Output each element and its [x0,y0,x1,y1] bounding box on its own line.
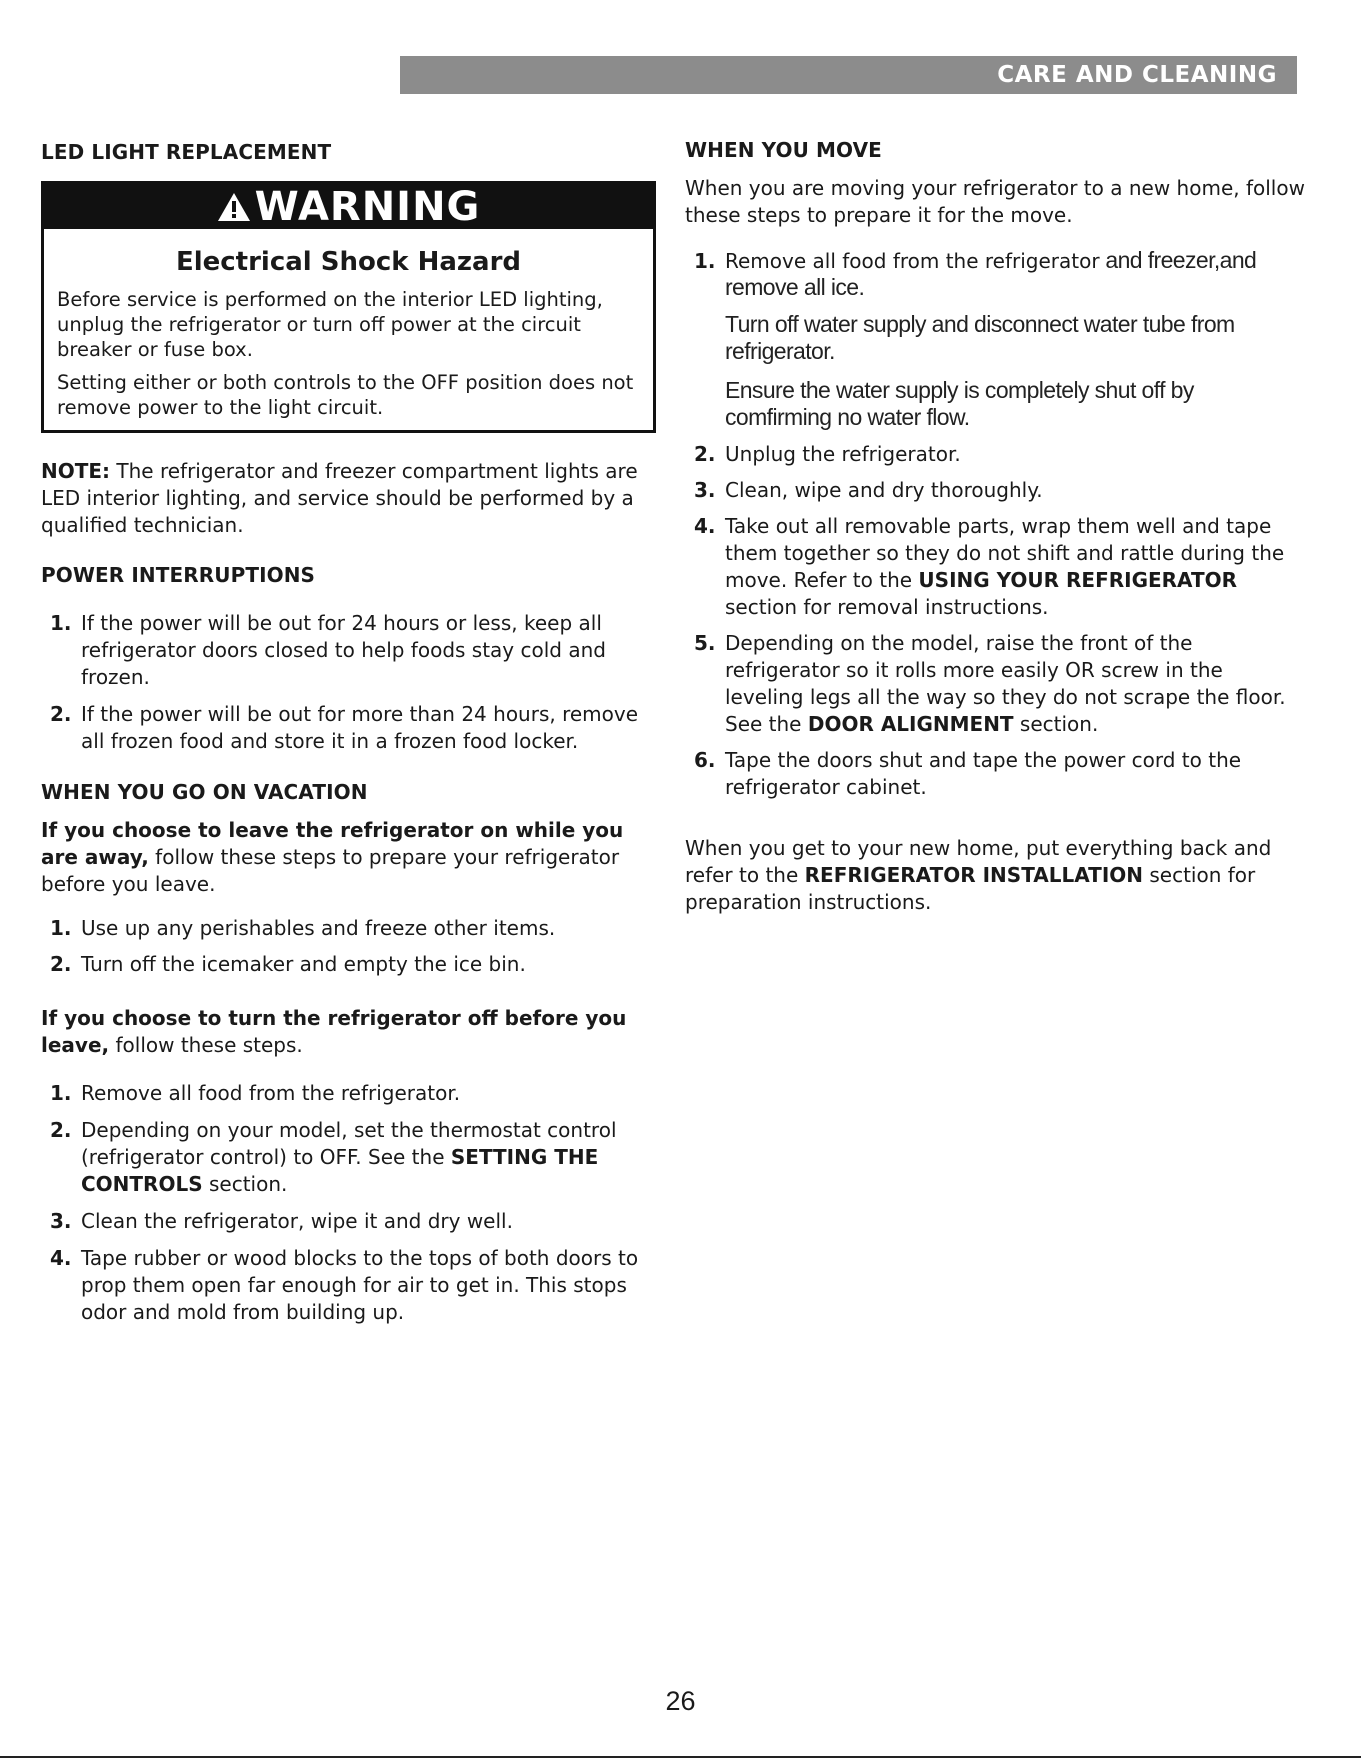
vacation-intro-off [41,1005,666,1059]
item-extra-text: Turn off water supply and disconnect water tube from refrigerator. [725,311,1235,364]
list-item [685,248,1305,302]
led-note [41,458,656,539]
hazard-title: Electrical Shock Hazard [175,247,522,277]
item-text-tail: section. [202,1172,288,1196]
outro-bold-ref: REFRIGERATOR INSTALLATION [804,863,1144,887]
list-item [41,915,656,942]
item-number: 3. [694,478,716,502]
list-item [41,1117,656,1198]
item-bold-ref: USING YOUR REFRIGERATOR [918,568,1238,592]
item-number: 1. [50,611,72,635]
item-number: 2. [694,442,716,466]
list-item [685,747,1305,801]
item-number: 1. [50,916,72,940]
item-number: 6. [694,748,716,772]
item-text: Remove all food from the refrigerator [725,249,1100,273]
list-item-note [685,312,1305,366]
warning-para-2: Setting either or both controls to the OFF position does not remove power to the light circuit. [57,371,634,419]
list-item [685,630,1305,738]
list-item [685,477,1305,504]
warning-word: WARNING [254,184,481,230]
move-heading: WHEN YOU MOVE [685,138,882,162]
move-outro [685,835,1305,916]
warning-box [41,181,656,433]
item-text: Use up any perishables and freeze other items. [81,916,556,940]
item-bold-ref: SETTING THE CONTROLS [81,1145,599,1196]
outro-text-tail: section for preparation instructions. [685,863,1256,914]
vacation-heading: WHEN YOU GO ON VACATION [41,780,368,804]
move-intro: When you are moving your refrigerator to a new home, follow these steps to prepare it for the move. [685,176,1305,227]
item-text: Take out all removable parts, wrap them well and tape them together so they do not shift and rattle during the move. Refer to the [725,514,1285,592]
item-text: Clean the refrigerator, wipe it and dry well. [81,1209,513,1233]
intro-rest: follow these steps. [109,1033,303,1057]
vacation-intro-on [41,817,656,898]
page-number: 26 [665,1686,696,1716]
bottom-rule [0,1756,1361,1758]
intro-bold: If you choose to leave the refrigerator on while you are away, [41,818,624,869]
intro-rest: follow these steps to prepare your refrigerator before you leave. [41,845,620,896]
note-text: The refrigerator and freezer compartment lights are LED interior lighting, and service should be performed by a qualified technician. [41,459,638,537]
item-text-tail: section. [1013,712,1099,736]
item-text: Tape rubber or wood blocks to the tops of both doors to prop them open far enough for air to get in. This stops odor and mold from building up. [81,1246,639,1324]
move-list [685,248,1305,801]
item-number: 5. [694,631,716,655]
vacation-on-list [41,915,656,978]
item-number: 4. [50,1246,72,1270]
item-text: If the power will be out for 24 hours or less, keep all refrigerator doors closed to help foods stay cold and frozen. [81,611,606,689]
item-number: 1. [694,249,716,273]
led-heading: LED LIGHT REPLACEMENT [41,140,332,164]
item-text-tail: and freezer,and remove all ice. [725,247,1257,300]
list-item [685,513,1305,621]
item-text: Clean, wipe and dry thoroughly. [725,478,1043,502]
item-text: Turn off the icemaker and empty the ice bin. [81,952,526,976]
item-text: Remove all food from the refrigerator. [81,1081,461,1105]
item-extra-text: Ensure the water supply is completely shut off by comfirming no water flow. [725,377,1194,430]
item-number: 4. [694,514,716,538]
warning-para-1: Before service is performed on the interior LED lighting, unplug the refrigerator or turn off power at the circuit breaker or fuse box. [57,288,603,361]
item-text: Tape the doors shut and tape the power cord to the refrigerator cabinet. [725,748,1242,799]
item-number: 2. [50,702,72,726]
item-number: 3. [50,1209,72,1233]
list-item [41,1208,656,1235]
warning-triangle-icon [217,186,251,232]
list-item-note [685,378,1305,432]
intro-bold: If you choose to turn the refrigerator off before you leave, [41,1006,627,1057]
outro-text: When you get to your new home, put everything back and refer to the [685,836,1272,887]
power-list [41,610,656,755]
item-number: 2. [50,1118,72,1142]
item-text: Unplug the refrigerator. [725,442,961,466]
item-text: Depending on the model, raise the front of the refrigerator so it rolls more easily OR screw in the leveling legs all the way so they do not scrape the floor. See the [725,631,1286,736]
item-text-tail: section for removal instructions. [725,595,1049,619]
list-item [41,1245,656,1326]
section-banner: CARE AND CLEANING [400,56,1297,94]
list-item [41,610,656,691]
vacation-off-list [41,1080,656,1326]
list-item [41,951,656,978]
item-number: 2. [50,952,72,976]
list-item [41,1080,656,1107]
list-item [41,701,656,755]
warning-bar [44,184,653,229]
item-number: 1. [50,1081,72,1105]
power-heading: POWER INTERRUPTIONS [41,563,316,587]
note-label: NOTE: [41,459,111,483]
item-bold-ref: DOOR ALIGNMENT [807,712,1014,736]
item-text: If the power will be out for more than 24 hours, remove all frozen food and store it in a frozen food locker. [81,702,639,753]
item-text: Depending on your model, set the thermostat control (refrigerator control) to OFF. See the [81,1118,617,1169]
list-item [685,441,1305,468]
